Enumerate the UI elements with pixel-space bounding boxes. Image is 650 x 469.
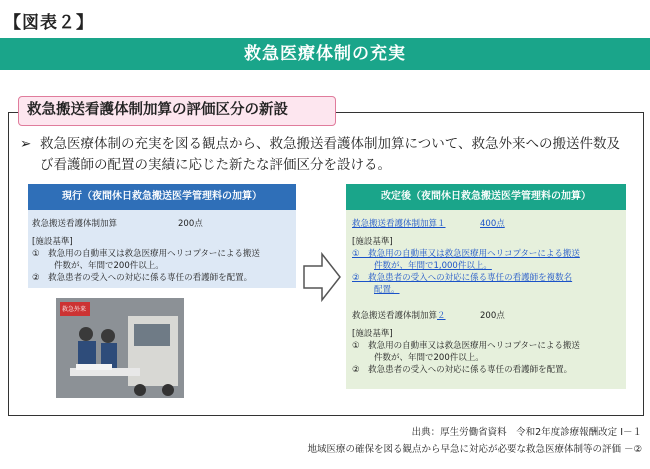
revised-item1-name: 救急搬送看護体制加算１ — [352, 219, 446, 229]
revised-item1-criterion-2-cont: 配置。 — [374, 285, 400, 295]
revised-item2-criterion-1-cont: 件数が、年間で200件以上。 — [374, 353, 484, 363]
emergency-room-photo — [56, 298, 184, 398]
figure-label: 【図表２】 — [4, 13, 94, 33]
bullet-point — [20, 134, 630, 176]
revised-item1-criterion-1: ① 救急用の自動車又は救急医療用ヘリコプターによる搬送 — [352, 249, 580, 259]
current-criterion-1-cont: 件数が、年間で200件以上。 — [54, 261, 164, 271]
page-title: 救急医療体制の充実 — [0, 38, 650, 70]
revised-item2-points: 200点 — [480, 311, 505, 321]
revised-item2-criterion-2: ② 救急患者の受入への対応に係る専任の看護師を配置。 — [352, 365, 573, 375]
current-criterion-2: ② 救急患者の受入への対応に係る専任の看護師を配置。 — [32, 273, 253, 283]
revised-item2-name-text: 救急搬送看護体制加算 — [352, 311, 438, 321]
revised-item2-criterion-1: ① 救急用の自動車又は救急医療用ヘリコプターによる搬送 — [352, 341, 580, 351]
revised-item1-criterion-2: ② 救急患者の受入への対応に係る専任の看護師を複数名 — [352, 273, 573, 283]
revised-criteria-label-2: [施設基準] — [352, 329, 393, 339]
bullet-text: 救急医療体制の充実を図る観点から、救急搬送看護体制加算について、救急外来への搬送件数及び看護師の配置の実績に応じた新たな評価区分を設ける。 — [40, 136, 620, 173]
revised-item1-criterion-1-cont: 件数が、年間で1,000件以上。 — [374, 261, 492, 271]
source-line-1: 出典：厚生労働省資料 令和2年度診療報酬改定 Ⅰ－１ — [411, 427, 642, 438]
revised-item2-name — [352, 310, 446, 322]
current-item-points: 200点 — [178, 219, 203, 229]
source-line-2: 地域医療の確保を図る観点から早急に対応が必要な救急医療体制等の評価 －② — [307, 444, 642, 455]
arrow-bullet-icon: ➢ — [20, 136, 32, 152]
current-panel-header: 現行（夜間休日救急搬送医学管理料の加算） — [28, 184, 296, 210]
transition-arrow-icon — [302, 252, 342, 302]
revised-item1-points: 400点 — [480, 219, 505, 229]
section-tag: 救急搬送看護体制加算の評価区分の新設 — [18, 96, 336, 126]
revised-item2-number: ２ — [437, 311, 446, 321]
current-criteria-label: [施設基準] — [32, 237, 73, 247]
current-criterion-1: ① 救急用の自動車又は救急医療用ヘリコプターによる搬送 — [32, 249, 260, 259]
current-item-name: 救急搬送看護体制加算 — [32, 219, 118, 229]
revised-panel-header: 改定後（夜間休日救急搬送医学管理料の加算） — [346, 184, 626, 210]
revised-criteria-label: [施設基準] — [352, 237, 393, 247]
photo-sign: 救急外来 — [62, 306, 87, 313]
